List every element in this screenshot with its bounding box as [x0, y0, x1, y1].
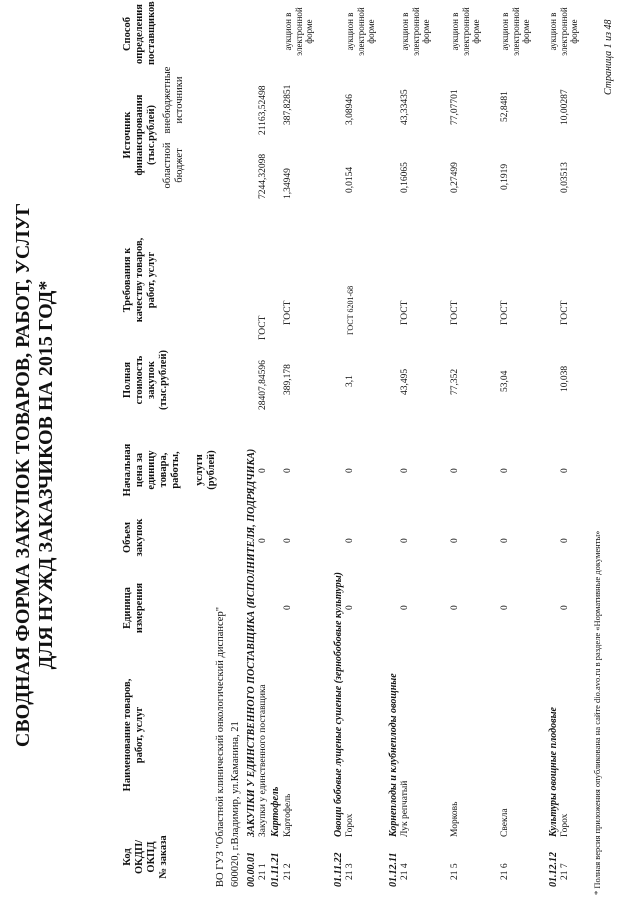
row-unit: 0	[560, 605, 570, 610]
section-title: ЗАКУПКИ У ЕДИНСТВЕННОГО ПОСТАВЩИКА (ИСПОЛНИТЕЛЯ, ПОДРЯДЧИКА)	[246, 448, 257, 837]
row-name: Закупки у единственного поставщика	[258, 684, 268, 837]
row-cost: 43,495	[400, 368, 410, 395]
row-regional: 0,16065	[400, 162, 410, 193]
row-volume: 0	[258, 538, 268, 543]
row-volume: 0	[345, 538, 355, 543]
row-cost: 389,178	[283, 364, 293, 395]
row-offbudget: 43,33435	[400, 89, 410, 125]
row-code: 21 6	[500, 863, 510, 880]
row-requirements: ГОСТ 6201-68	[346, 285, 355, 335]
row-code: 21 2	[283, 863, 293, 880]
header-name: Наименование товаров, работ, услуг	[122, 678, 145, 792]
row-regional: 1,34949	[283, 168, 293, 199]
row-requirements: ГОСТ	[258, 315, 268, 340]
row-name: Морковь	[450, 801, 460, 837]
section-code: 01.11.22	[333, 852, 344, 887]
header-source-regional: областной бюджет	[162, 142, 185, 189]
row-volume: 0	[500, 538, 510, 543]
row-method: аукцион в электронной форме	[450, 7, 481, 56]
header-source-offbudget: внебюджетные источники	[162, 66, 185, 134]
section-code: 00.00.01	[246, 852, 257, 887]
row-cost: 28407,84596	[258, 360, 268, 410]
header-full-cost: Полная стоимость закупок (тыс.рублей)	[122, 349, 169, 411]
row-offbudget: 52,8481	[500, 91, 510, 122]
row-volume: 0	[400, 538, 410, 543]
section-title: Корнеплоды и клубнеплоды овощные	[388, 673, 399, 837]
row-unit: 0	[400, 605, 410, 610]
row-price: 0	[258, 468, 268, 473]
footnote: * Полная версия приложения опубликована на сайте dio.avo.ru в разделе «Нормативные документы»	[592, 530, 602, 895]
row-cost: 53,04	[500, 370, 510, 392]
header-method: Способ определения поставщиков	[122, 1, 157, 65]
header-requirements: Требования к качеству товаров, работ, услуг	[122, 237, 157, 323]
section-title: Культуры овощные плодовые	[548, 707, 559, 837]
header-unit: Единица измерения	[122, 582, 145, 634]
row-name: Горох	[345, 813, 355, 837]
row-offbudget: 10,00287	[560, 89, 570, 125]
row-regional: 0,27499	[450, 162, 460, 193]
row-code: 21 1	[258, 863, 268, 880]
row-regional: 0,1919	[500, 163, 510, 190]
row-requirements: ГОСТ	[400, 300, 410, 325]
title-line-2: ДЛЯ НУЖД ЗАКАЗЧИКОВ НА 2015 ГОД*	[35, 280, 57, 670]
row-method: аукцион в электронной форме	[283, 7, 314, 56]
section-code: 01.12.12	[548, 852, 559, 887]
header-source: Источник финансирования (тыс.рублей)	[122, 94, 157, 176]
row-unit: 0	[450, 605, 460, 610]
row-code: 21 4	[400, 863, 410, 880]
row-method: аукцион в электронной форме	[400, 7, 431, 56]
page-number: Страница 1 из 48	[603, 19, 614, 95]
row-price: 0	[283, 468, 293, 473]
row-requirements: ГОСТ	[560, 300, 570, 325]
row-regional: 0,0154	[345, 166, 355, 193]
row-method: аукцион в электронной форме	[345, 7, 376, 56]
customer-name: ВО ГУЗ "Областной клинический онкологический диспансер"	[215, 607, 226, 887]
row-offbudget: 3,08946	[345, 94, 355, 125]
row-requirements: ГОСТ	[283, 300, 293, 325]
header-volume: Объем закупок	[122, 518, 145, 557]
row-cost: 3,1	[345, 375, 355, 387]
row-unit: 0	[345, 605, 355, 610]
customer-address: 600020, г.Владимир, ул.Каманина, 21	[230, 721, 241, 887]
row-name: Свекла	[500, 808, 510, 837]
row-price: 0	[450, 468, 460, 473]
row-code: 21 7	[560, 863, 570, 880]
row-name: Горох	[560, 813, 570, 837]
row-unit: 0	[500, 605, 510, 610]
section-title: Овощи бобовые лущеные сушеные (зернобобовые культуры)	[333, 572, 344, 837]
row-unit: 0	[283, 605, 293, 610]
row-code: 21 5	[450, 863, 460, 880]
section-code: 01.12.11	[388, 852, 399, 887]
header-code: Код ОКДП/ ОКПД № заказа	[122, 835, 169, 879]
row-volume: 0	[560, 538, 570, 543]
title-line-1: СВОДНАЯ ФОРМА ЗАКУПОК ТОВАРОВ, РАБОТ, УСЛУГ	[12, 202, 34, 748]
row-offbudget: 77,07701	[450, 89, 460, 125]
row-regional: 7244,32098	[258, 153, 268, 199]
header-start-price: Начальная цена за единицу товара, работы, услуги (рублей)	[122, 443, 217, 497]
section-code: 01.11.21	[270, 852, 281, 887]
row-name: Картофель	[283, 793, 293, 837]
row-price: 0	[400, 468, 410, 473]
document-title	[12, 195, 58, 755]
row-code: 21 3	[345, 863, 355, 880]
row-volume: 0	[283, 538, 293, 543]
row-price: 0	[500, 468, 510, 473]
row-name: Лук репчатый	[400, 780, 410, 837]
row-offbudget: 21163,52498	[258, 85, 268, 135]
row-method: аукцион в электронной форме	[548, 7, 579, 56]
row-price: 0	[345, 468, 355, 473]
row-method: аукцион в электронной форме	[500, 7, 531, 56]
row-volume: 0	[450, 538, 460, 543]
row-requirements: ГОСТ	[450, 300, 460, 325]
row-requirements: ГОСТ	[500, 300, 510, 325]
row-offbudget: 387,82851	[283, 84, 293, 125]
row-cost: 10,038	[560, 365, 570, 392]
row-cost: 77,352	[450, 368, 460, 395]
row-price: 0	[560, 468, 570, 473]
section-title: Картофель	[270, 786, 281, 837]
row-regional: 0,03513	[560, 162, 570, 193]
